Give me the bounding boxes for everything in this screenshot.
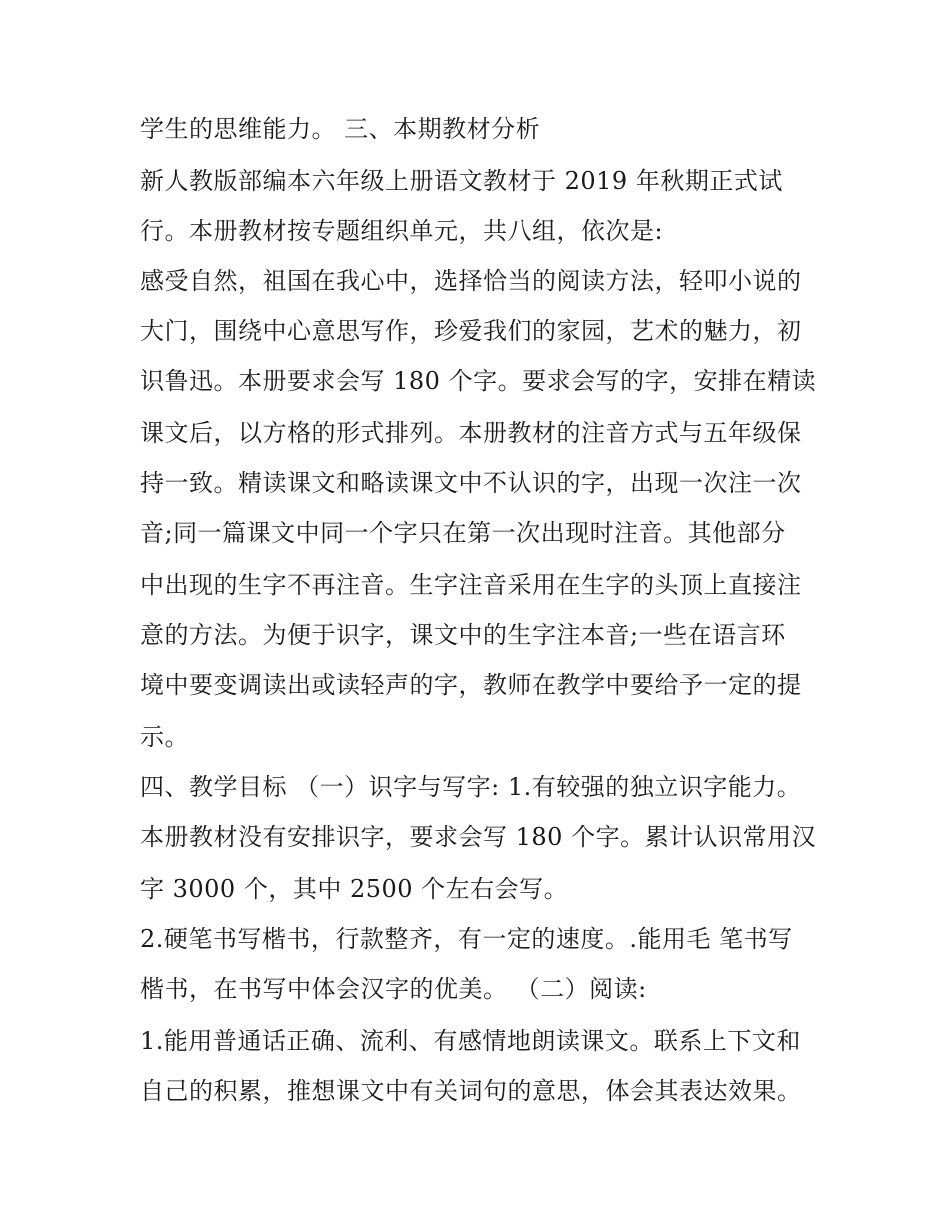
text-line: 意的方法。为便于识字，课文中的生字注本音;一些在语言环 xyxy=(140,621,786,649)
text-line: 大门，围绕中心意思写作，珍爱我们的家园，艺术的魅力，初 xyxy=(140,317,802,345)
text-line: 本册教材没有安排识字，要求会写 180 个字。累计认识常用汉 xyxy=(140,823,817,851)
text-line: 识鲁迅。本册要求会写 180 个字。要求会写的字，安排在精读 xyxy=(140,367,817,395)
text-line: 1.能用普通话正确、流利、有感情地朗读课文。联系上下文和 xyxy=(140,1027,801,1055)
text-line: 音;同一篇课文中同一个字只在第一次出现时注音。其他部分 xyxy=(140,519,786,547)
text-line: 楷书，在书写中体会汉字的优美。 （二）阅读: xyxy=(140,975,647,1003)
text-line: 自己的积累，推想课文中有关词句的意思，体会其表达效果。 xyxy=(140,1077,802,1105)
text-line: 感受自然，祖国在我心中，选择恰当的阅读方法，轻叩小说的 xyxy=(140,267,802,295)
text-line: 字 3000 个，其中 2500 个左右会写。 xyxy=(140,875,569,903)
text-line: 行。本册教材按专题组织单元，共八组，依次是: xyxy=(140,217,664,245)
text-line: 课文后，以方格的形式排列。本册教材的注音方式与五年级保 xyxy=(140,419,802,447)
text-line: 2.硬笔书写楷书，行款整齐，有一定的速度。.能用毛 笔书写 xyxy=(140,925,793,953)
text-line: 四、教学目标 （一）识字与写字: 1.有较强的独立识字能力。 xyxy=(140,773,802,801)
text-line: 学生的思维能力。 三、本期教材分析 xyxy=(140,115,541,143)
text-line: 境中要变调读出或读轻声的字，教师在教学中要给予一定的提 xyxy=(140,671,802,699)
text-line: 持一致。精读课文和略读课文中不认识的字，出现一次注一次 xyxy=(140,469,802,497)
text-line: 中出现的生字不再注音。生字注音采用在生字的头顶上直接注 xyxy=(140,571,802,599)
text-line: 新人教版部编本六年级上册语文教材于 2019 年秋期正式试 xyxy=(140,167,783,195)
text-line: 示。 xyxy=(140,723,189,751)
